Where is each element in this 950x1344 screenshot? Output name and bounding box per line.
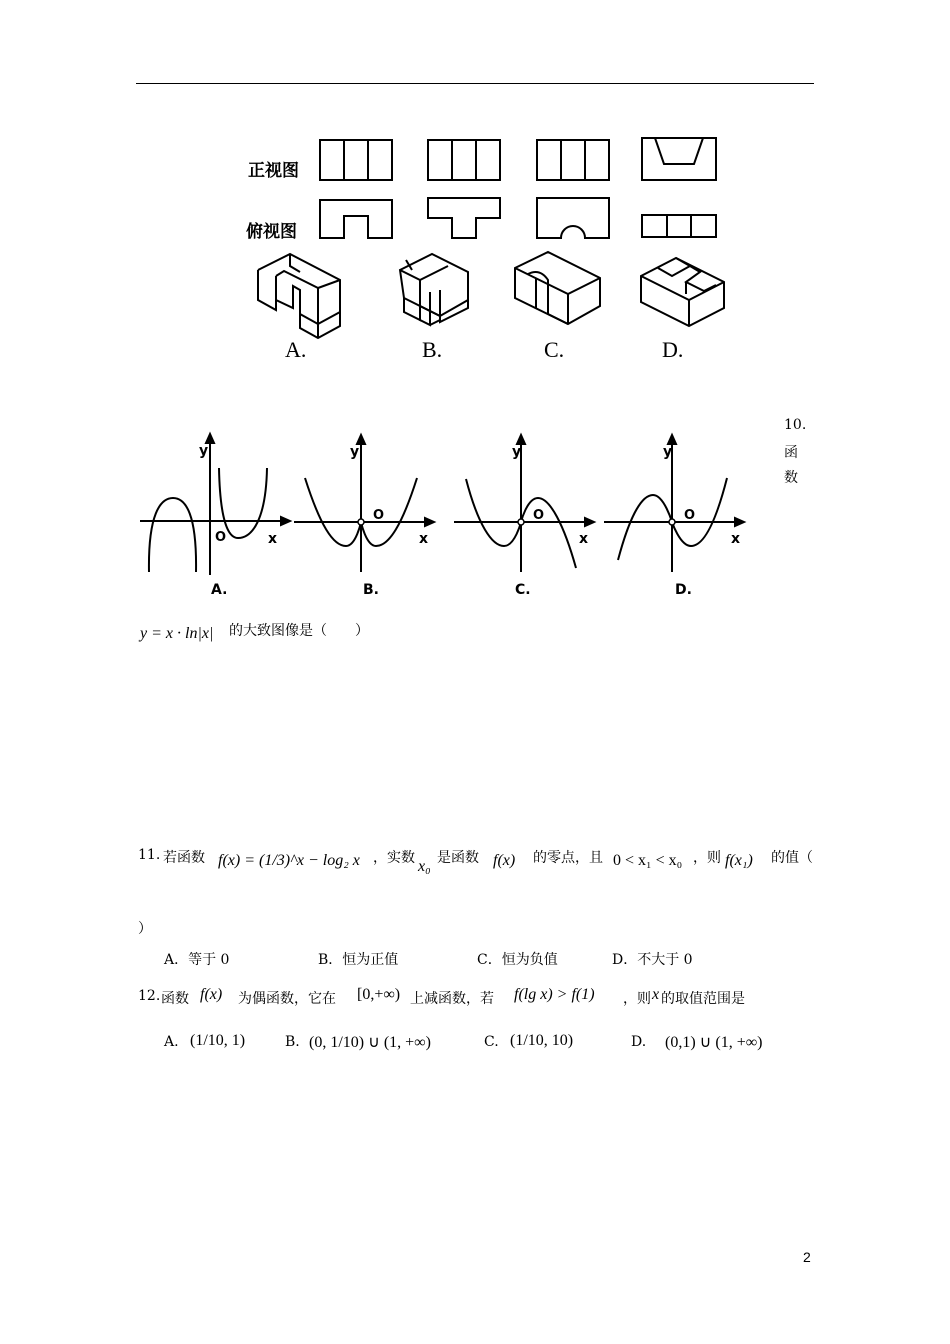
q11-text-4: ，则 <box>693 850 721 866</box>
graph-a-origin-label: O <box>215 530 227 545</box>
graph-c-origin-label: O <box>533 508 545 523</box>
front-view-label: 正视图 <box>248 161 299 181</box>
q12-option-b: (0, 1/10) ∪ (1, +∞) <box>309 1034 431 1051</box>
q10-stem: 的大致图像是（ ） <box>229 623 369 639</box>
q10-side-text-1: 函 <box>784 445 798 461</box>
graph-d-origin-label: O <box>684 508 696 523</box>
graph-d-x-label: x <box>731 531 741 547</box>
graph-c <box>454 435 594 572</box>
graph-b-origin-label: O <box>373 508 385 523</box>
graph-d <box>604 435 744 572</box>
q12-option-b-letter: B. <box>285 1034 300 1050</box>
q12-text-1: 为偶函数，它在 <box>238 991 336 1007</box>
q11-option-b: B．恒为正值 <box>318 952 399 968</box>
q11-number: 11. <box>138 847 161 863</box>
graph-c-x-label: x <box>579 531 589 547</box>
q11-suffix: 的值（ <box>771 850 813 866</box>
front-view-c <box>537 140 609 180</box>
q11-function: f(x) = (1/3)^x − log₂ x <box>218 852 360 869</box>
q11-prefix: 若函数 <box>163 850 205 866</box>
graph-option-a: A. <box>211 582 228 598</box>
solid-a <box>258 254 340 338</box>
top-view-c <box>537 198 609 238</box>
graph-d-y-label: y <box>663 444 673 460</box>
q11-fx: f(x) <box>493 852 516 869</box>
q11-option-a: A．等于 0 <box>164 952 230 968</box>
q12-suffix: 的取值范围是 <box>661 991 745 1007</box>
solid-option-d: D. <box>662 337 684 362</box>
q12-option-a: (1/10, 1) <box>190 1032 246 1049</box>
q12-inequality: f(lg x) > f(1) <box>514 986 595 1003</box>
q11-text-2: 是函数 <box>437 850 479 866</box>
solid-d <box>641 258 724 326</box>
three-view-figure <box>240 130 740 345</box>
q10-formula: y = x · ln|x| <box>140 625 214 642</box>
solid-option-b: B. <box>422 337 443 362</box>
q12-option-d-letter: D. <box>631 1034 647 1050</box>
page-number: 2 <box>803 1249 811 1265</box>
q12-option-a-letter: A. <box>164 1034 179 1050</box>
graph-b <box>294 435 434 572</box>
front-view-b <box>428 140 500 180</box>
q12-option-c-letter: C. <box>484 1034 499 1050</box>
graph-option-b: B. <box>363 582 379 598</box>
graph-a <box>140 434 290 575</box>
q11-text-1: ，实数 <box>373 850 415 866</box>
solid-c <box>515 252 600 324</box>
q12-option-d: (0,1) ∪ (1, +∞) <box>665 1034 763 1051</box>
q11-text-3: 的零点，且 <box>533 850 603 866</box>
top-view-b <box>428 198 500 238</box>
top-view-label: 俯视图 <box>246 222 297 242</box>
graph-a-x-label: x <box>268 531 278 547</box>
graph-option-d: D. <box>675 582 692 598</box>
graph-b-y-label: y <box>350 444 360 460</box>
q11-close-paren: ） <box>138 921 152 937</box>
q10-graphs <box>135 425 755 580</box>
q11-option-d: D．不大于 0 <box>612 952 693 968</box>
q12-interval: [0,+∞) <box>357 986 401 1003</box>
q10-number: 10. <box>784 417 807 433</box>
top-view-d <box>642 215 716 237</box>
solid-b <box>400 254 468 325</box>
q11-condition: 0 < x₁ < x₀ <box>613 852 683 869</box>
top-view-a <box>320 200 392 238</box>
graph-b-x-label: x <box>419 531 429 547</box>
header-rule <box>136 83 814 84</box>
q11-x0: x₀ <box>418 858 431 875</box>
graph-option-c: C. <box>515 582 531 598</box>
q11-option-c: C．恒为负值 <box>477 952 558 968</box>
q12-option-c: (1/10, 10) <box>510 1032 574 1049</box>
q12-text-3: ，则 <box>623 991 651 1007</box>
solid-option-a: A. <box>285 337 307 362</box>
front-view-a <box>320 140 392 180</box>
solid-option-c: C. <box>544 337 565 362</box>
q12-prefix: 函数 <box>161 991 189 1007</box>
q12-fx: f(x) <box>200 986 223 1003</box>
q11-fx1: f(x₁) <box>725 852 753 869</box>
q10-side-text-2: 数 <box>784 470 798 486</box>
q12-text-2: 上减函数，若 <box>410 991 494 1007</box>
q12-x: x <box>652 986 660 1003</box>
q12-number: 12. <box>138 988 161 1004</box>
front-view-d <box>642 138 716 180</box>
graph-c-y-label: y <box>512 444 522 460</box>
graph-a-y-label: y <box>199 443 209 459</box>
